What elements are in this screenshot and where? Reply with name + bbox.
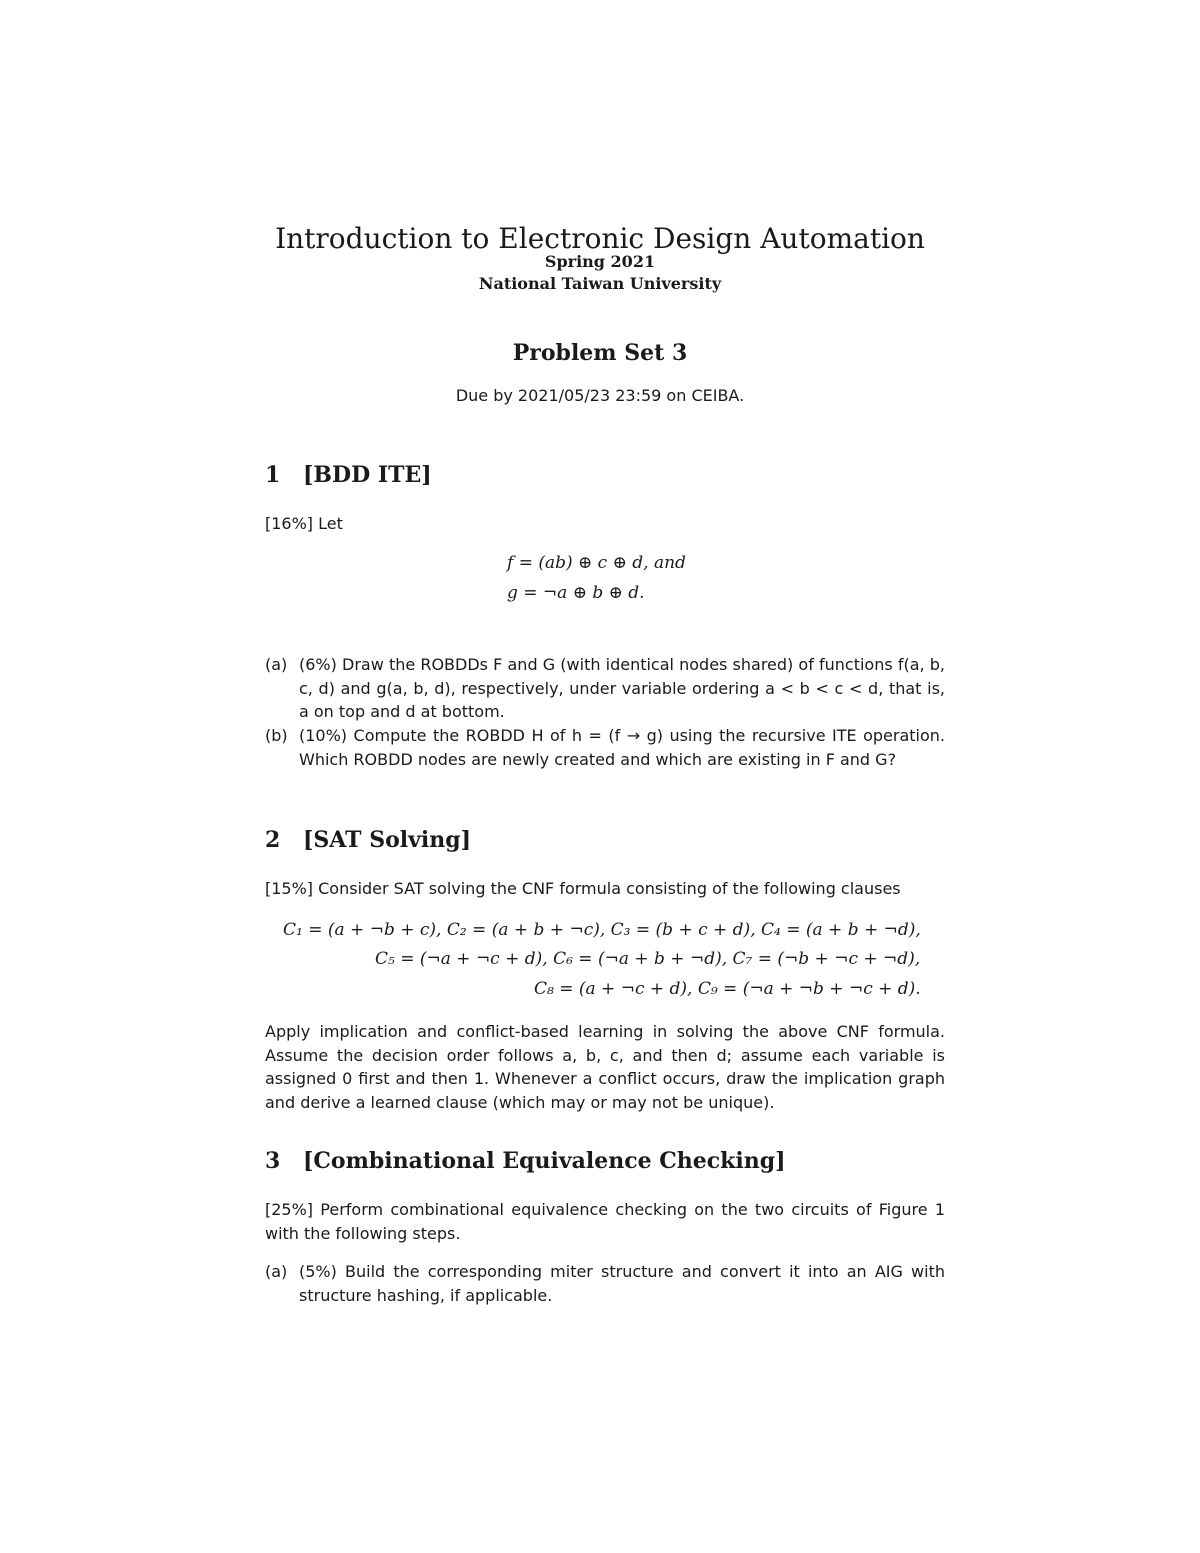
section-2-heading [265, 827, 471, 853]
item-label: (a) [265, 655, 288, 674]
term: Spring 2021 [544, 252, 656, 271]
equation-f: f = (ab) ⊕ c ⊕ d, and [507, 553, 686, 573]
section-1-heading [265, 462, 432, 488]
item-text: (6%) Draw the ROBDDs F and G (with identical nodes shared) of functions f(a, b, c, d) and g(a, b, d), respectively, under variable ordering a < b < c < d, that is, a on top and d at bottom. [299, 655, 945, 721]
institution: National Taiwan University [478, 274, 722, 293]
list-item [265, 724, 945, 796]
clause-line-2: C₅ = (¬a + ¬c + d), C₆ = (¬a + b + ¬d), C₇ = (¬b + ¬c + ¬d), [375, 949, 921, 969]
section-title: [BDD ITE] [303, 462, 432, 488]
section-number: 2 [265, 827, 281, 853]
section-3-intro: [25%] Perform combinational equivalence checking on the two circuits of Figure 1 with the following steps. [265, 1200, 945, 1243]
due-date: Due by 2021/05/23 23:59 on CEIBA. [455, 386, 745, 405]
section-title: [SAT Solving] [303, 827, 472, 853]
section-number: 3 [265, 1148, 281, 1174]
section-1-intro: [16%] Let [265, 514, 343, 533]
item-text: (10%) Compute the ROBDD H of h = (f → g) using the recursive ITE operation. Which ROBDD nodes are newly created and which are existing in F and G? [299, 726, 945, 769]
item-text: (5%) Build the corresponding miter structure and convert it into an AIG with structure hashing, if applicable. [299, 1262, 945, 1305]
section-number: 1 [265, 462, 281, 488]
clause-line-1: C₁ = (a + ¬b + c), C₂ = (a + b + ¬c), C₃ = (b + c + d), C₄ = (a + b + ¬d), [283, 920, 921, 940]
equation-g: g = ¬a ⊕ b ⊕ d. [507, 583, 645, 603]
item-label: (b) [265, 726, 288, 745]
section-2-body: Apply implication and conflict-based learning in solving the above CNF formula. Assume the decision order follows a, b, c, and then d; assume each variable is assigned 0 first and then 1. Whenever a conflict occurs, draw the implication graph and derive a learned clause (which may or may not be unique). [265, 1022, 945, 1112]
course-title: Introduction to Electronic Design Automation [275, 222, 925, 255]
problem-set-title: Problem Set 3 [512, 340, 688, 366]
clause-line-3: C₈ = (a + ¬c + d), C₉ = (¬a + ¬b + ¬c + d). [534, 979, 921, 999]
section-3-heading [265, 1148, 786, 1174]
list-item [265, 653, 945, 725]
section-title: [Combinational Equivalence Checking] [303, 1148, 786, 1174]
section-2-intro: [15%] Consider SAT solving the CNF formula consisting of the following clauses [265, 879, 901, 898]
list-item [265, 1260, 945, 1308]
item-label: (a) [265, 1262, 288, 1281]
